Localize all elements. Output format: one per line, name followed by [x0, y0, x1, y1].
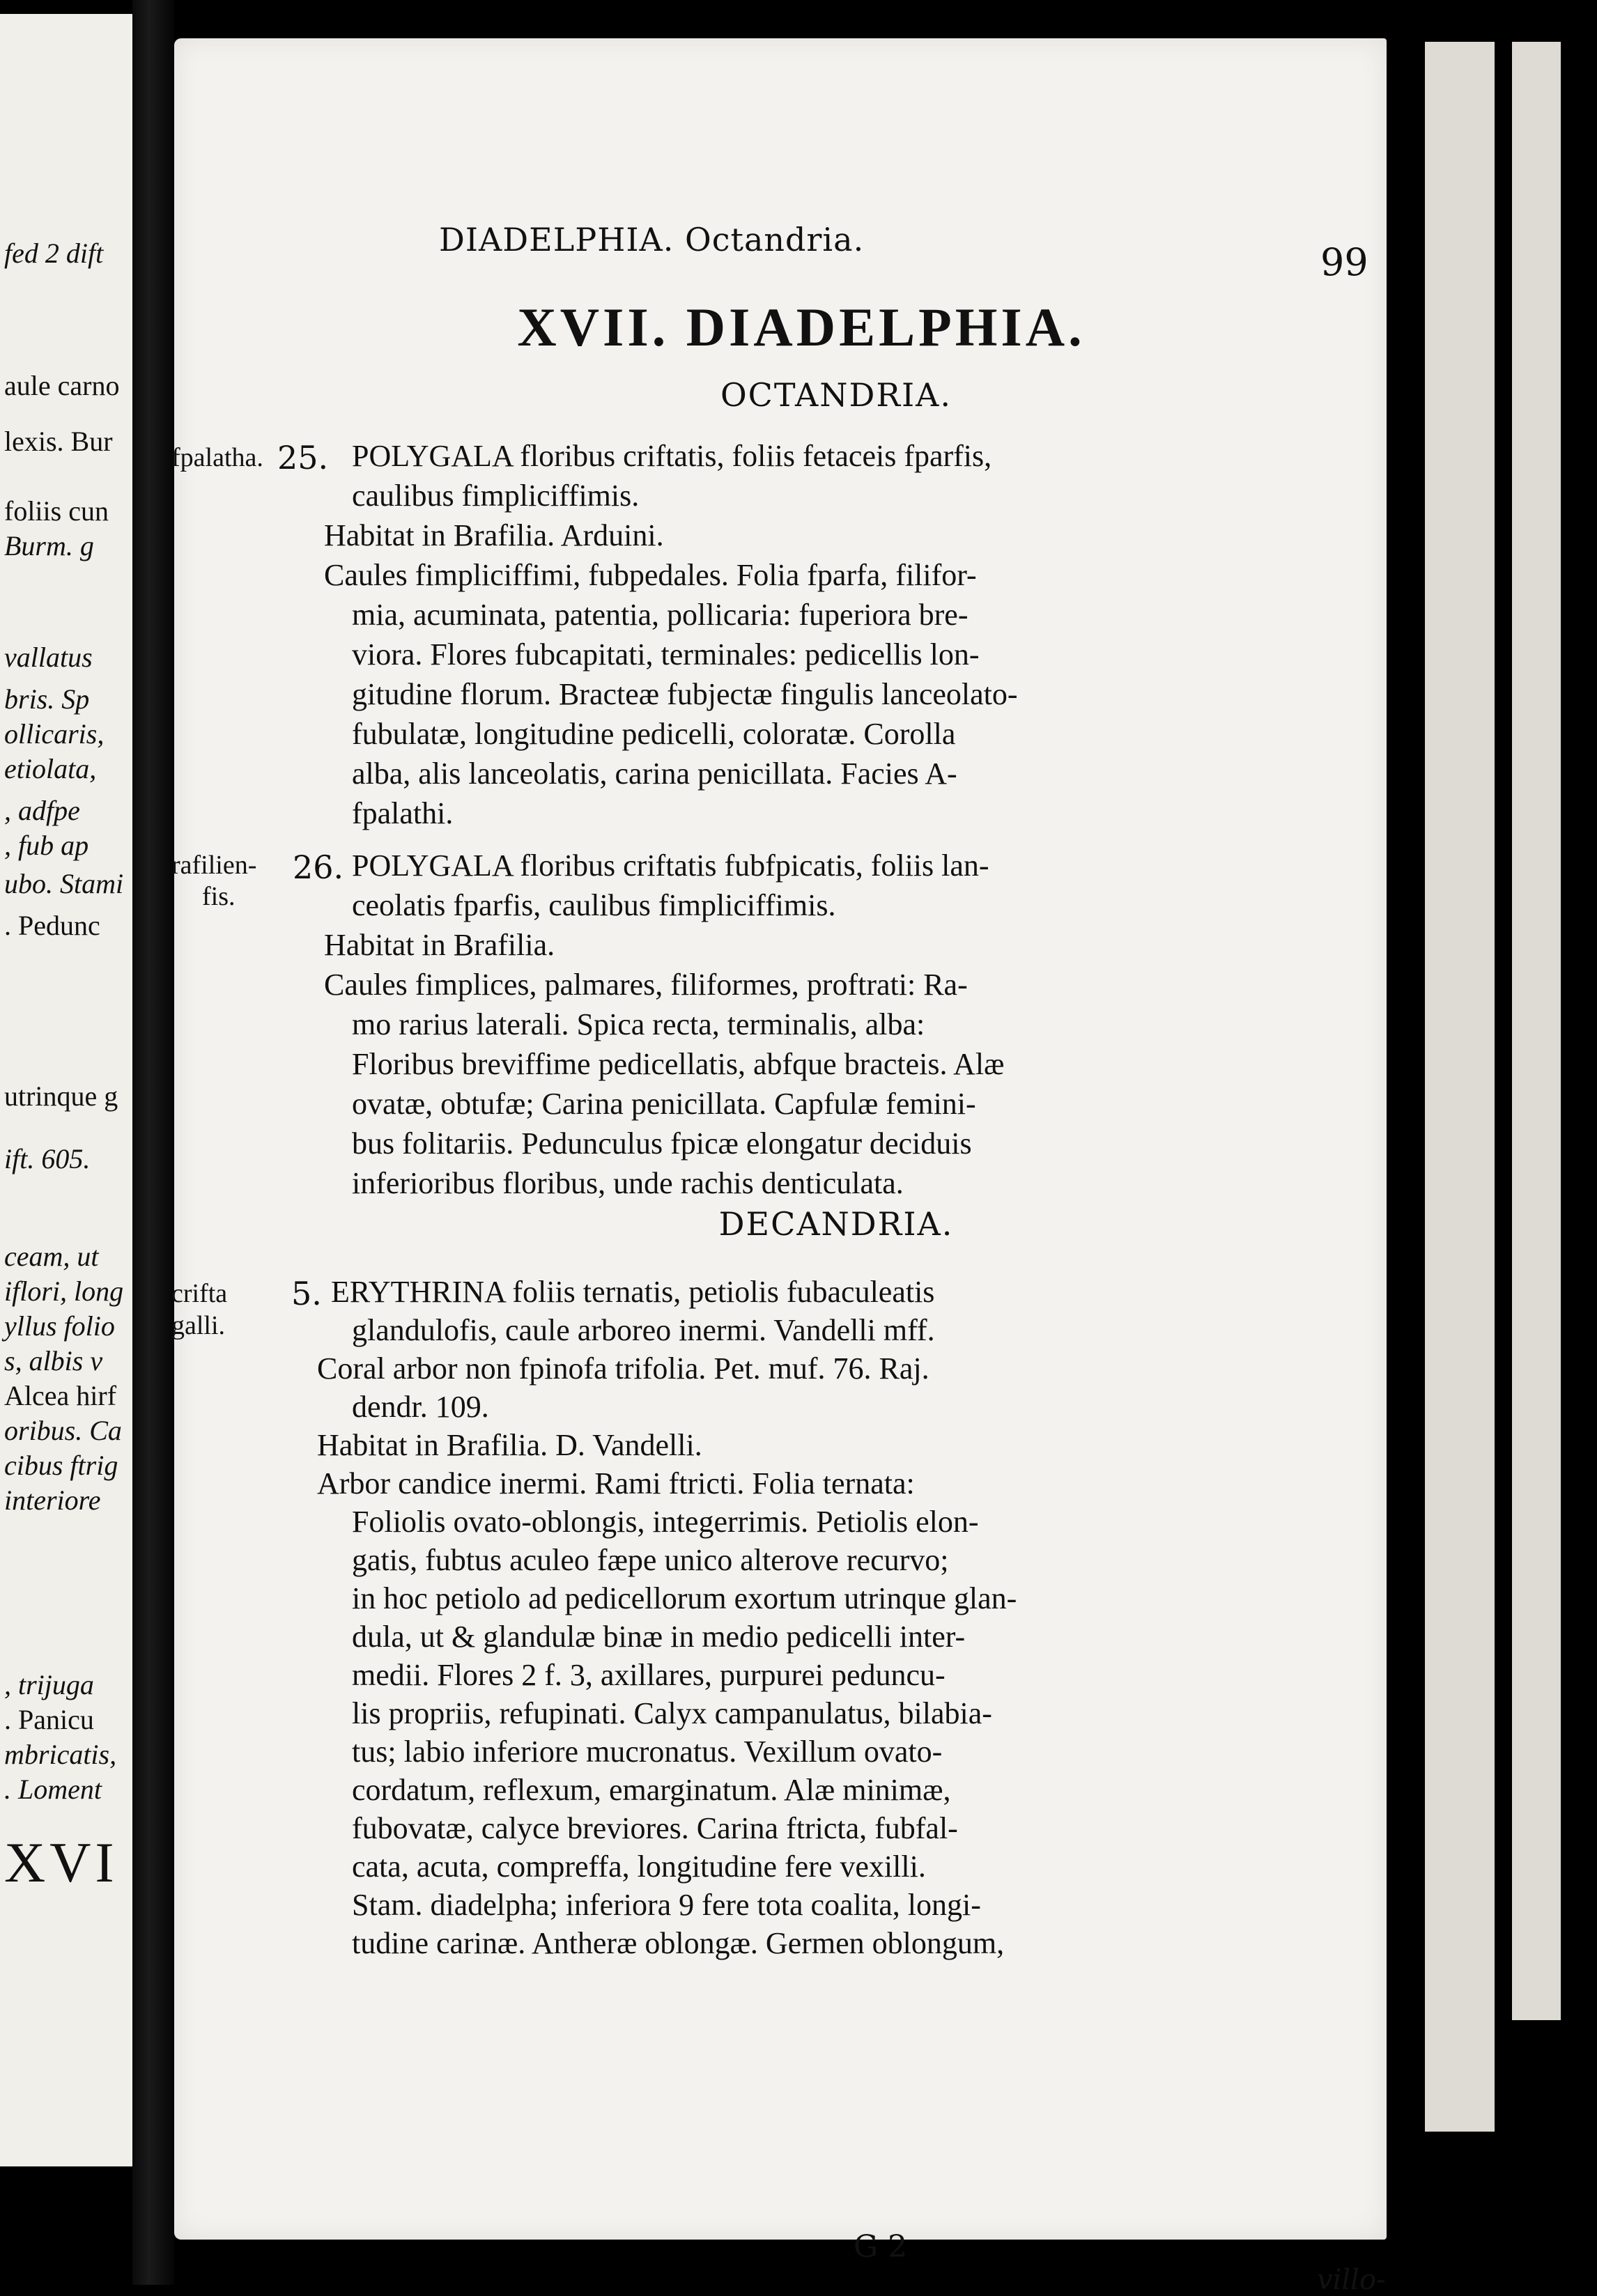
- previous-page-line: ift. 605.: [4, 1143, 91, 1174]
- catchword: villo-: [1317, 2264, 1386, 2296]
- text-line: tus; labio inferiore mucronatus. Vexillum ovato-: [352, 1735, 943, 1769]
- previous-page-line: s, albis v: [4, 1345, 103, 1376]
- previous-page-line: fed 2 dift: [4, 238, 104, 269]
- text-line: POLYGALA floribus criftatis fubfpicatis, foliis lan-: [352, 848, 989, 883]
- previous-page-line: . Panicu: [4, 1704, 94, 1735]
- previous-page-fragment: [0, 14, 132, 2166]
- previous-page-line: . Loment: [4, 1774, 102, 1805]
- margin-note: crifta: [171, 1279, 228, 1308]
- margin-note: rafilien-: [171, 851, 257, 880]
- margin-note: fpalatha.: [171, 443, 263, 472]
- previous-page-line: Alcea hirf: [4, 1380, 117, 1411]
- margin-note: galli.: [171, 1311, 226, 1340]
- text-line: Coral arbor non fpinofa trifolia. Pet. muf. 76. Raj.: [317, 1351, 929, 1386]
- previous-page-line: iflori, long: [4, 1275, 124, 1307]
- text-line: fpalathi.: [352, 796, 454, 830]
- next-page-edge-2: [1512, 42, 1561, 2020]
- previous-page-line: ubo. Stami: [4, 868, 124, 899]
- text-line: cordatum, reflexum, emarginatum. Alæ minimæ,: [352, 1773, 951, 1807]
- previous-page-line: mbricatis,: [4, 1739, 117, 1770]
- text-line: Foliolis ovato-oblongis, integerrimis. Petiolis elon-: [352, 1505, 979, 1539]
- text-line: alba, alis lanceolatis, carina penicillata. Facies A-: [352, 757, 957, 791]
- text-line: mia, acuminata, patentia, pollicaria: fuperiora bre-: [352, 598, 969, 632]
- text-line: POLYGALA floribus criftatis, foliis fetaceis fparfis,: [352, 439, 992, 473]
- text-line: Habitat in Brafilia.: [324, 928, 555, 962]
- entry-number: 5.: [291, 1275, 322, 1312]
- text-line: dula, ut & glandulæ binæ in medio pedicelli inter-: [352, 1620, 966, 1654]
- book-gutter: [132, 0, 174, 2285]
- text-line: Habitat in Brafilia. D. Vandelli.: [317, 1428, 702, 1462]
- previous-page-line: foliis cun: [4, 495, 109, 527]
- previous-page-line: , trijuga: [4, 1669, 94, 1700]
- text-line: gatis, fubtus aculeo fæpe unico alterove recurvo;: [352, 1543, 949, 1577]
- previous-page-line: , adfpe: [4, 795, 80, 826]
- book-page: [171, 38, 1387, 2296]
- text-line: Arbor candice inermi. Rami ftricti. Folia ternata:: [317, 1466, 915, 1500]
- text-line: dendr. 109.: [352, 1390, 489, 1424]
- previous-page-line: utrinque g: [4, 1080, 118, 1112]
- previous-page-line: interiore: [4, 1484, 101, 1516]
- text-line: ovatæ, obtufæ; Carina penicillata. Capfulæ femini-: [352, 1087, 976, 1121]
- text-line: viora. Flores fubcapitati, terminales: pedicellis lon-: [352, 637, 980, 672]
- previous-page-line: aule carno: [4, 370, 120, 401]
- previous-page-line: , fub ap: [4, 830, 89, 861]
- text-line: tudine carinæ. Antheræ oblongæ. Germen oblongum,: [352, 1926, 1005, 1960]
- previous-page-line: vallatus: [4, 642, 93, 673]
- text-line: in hoc petiolo ad pedicellorum exortum utrinque glan-: [352, 1581, 1017, 1615]
- signature-mark: G 2: [854, 2229, 908, 2265]
- page-number: 99: [1320, 240, 1368, 284]
- previous-page-line: etiolata,: [4, 753, 97, 784]
- text-line: Floribus breviffime pedicellatis, abfque bracteis. Alæ: [352, 1047, 1005, 1081]
- entry-number: 25.: [277, 439, 329, 476]
- previous-page-line: bris. Sp: [4, 683, 90, 715]
- text-line: lis propriis, refupinati. Calyx campanulatus, bilabia-: [352, 1696, 992, 1730]
- text-line: mo rarius laterali. Spica recta, terminalis, alba:: [352, 1007, 925, 1041]
- previous-page-line: Burm. g: [4, 530, 94, 561]
- text-line: bus folitariis. Pedunculus fpicæ elongatur deciduis: [352, 1126, 972, 1161]
- previous-page-line: ollicaris,: [4, 718, 105, 750]
- order-title-decandria: DECANDRIA.: [718, 1205, 954, 1243]
- previous-page-line: yllus folio: [4, 1310, 115, 1342]
- text-line: Caules fimplices, palmares, filiformes, proftrati: Ra-: [324, 968, 968, 1002]
- margin-note: fis.: [202, 882, 236, 911]
- text-line: fubovatæ, calyce breviores. Carina ftricta, fubfal-: [352, 1811, 958, 1845]
- previous-page-line: . Pedunc: [4, 910, 100, 941]
- text-line: medii. Flores 2 f. 3, axillares, purpurei peduncu-: [352, 1658, 946, 1692]
- text-line: Stam. diadelpha; inferiora 9 fere tota coalita, longi-: [352, 1888, 981, 1922]
- text-line: Caules fimpliciffimi, fubpedales. Folia fparfa, filifor-: [324, 558, 977, 592]
- previous-page-line: XVI: [4, 1831, 118, 1894]
- text-line: fubulatæ, longitudine pedicelli, coloratæ. Corolla: [352, 717, 956, 751]
- text-line: cata, acuta, compreffa, longitudine fere vexilli.: [352, 1849, 926, 1884]
- order-title-octandria: OCTANDRIA.: [720, 376, 952, 414]
- entry-number: 26.: [293, 848, 344, 886]
- text-line: ceolatis fparfis, caulibus fimpliciffimis.: [352, 888, 836, 922]
- next-page-edge: [1425, 42, 1495, 2132]
- previous-page-line: cibus ftrig: [4, 1450, 118, 1481]
- previous-page-line: oribus. Ca: [4, 1415, 122, 1446]
- text-line: ERYTHRINA foliis ternatis, petiolis fubaculeatis: [331, 1275, 935, 1309]
- previous-page-line: lexis. Bur: [4, 426, 113, 457]
- previous-page-line: ceam, ut: [4, 1241, 99, 1272]
- text-line: glandulofis, caule arboreo inermi. Vandelli mff.: [352, 1313, 935, 1347]
- text-line: gitudine florum. Bracteæ fubjectæ fingulis lanceolato-: [352, 677, 1018, 711]
- text-line: Habitat in Brafilia. Arduini.: [324, 518, 664, 552]
- text-line: inferioribus floribus, unde rachis denticulata.: [352, 1166, 904, 1200]
- class-title: XVII. DIADELPHIA.: [517, 297, 1086, 357]
- text-line: caulibus fimpliciffimis.: [352, 479, 640, 513]
- running-head: DIADELPHIA. Octandria.: [439, 221, 865, 258]
